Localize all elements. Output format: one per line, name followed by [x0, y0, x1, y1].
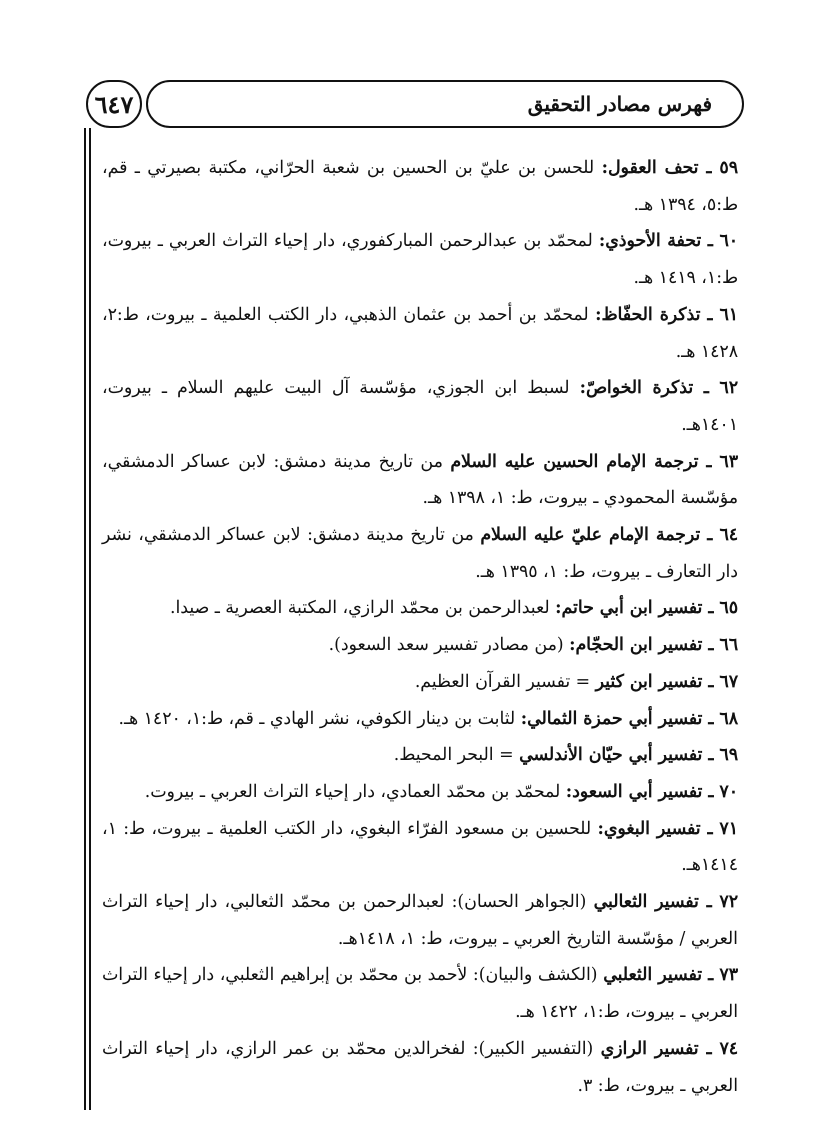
entry-heading: ٧٣ ـ تفسير الثعلبي — [603, 965, 738, 986]
entry-text: لمحمّد بن أحمد بن عثمان الذهبي، دار الكتب العلمية ـ بيروت، ط:٢، ١٤٢٨ هـ. — [102, 304, 738, 362]
entry-text: لعبدالرحمن بن محمّد الرازي، المكتبة العصرية ـ صيدا. — [169, 598, 556, 619]
entry-heading: ٥٩ ـ تحف العقول: — [601, 158, 738, 178]
entry-heading: ٦٢ ـ تذكرة الخواصّ: — [579, 378, 738, 399]
bibliography-entry — [102, 737, 738, 774]
entry-heading: ٦٧ ـ تفسير ابن كثير — [595, 671, 738, 692]
margin-line-outer — [84, 128, 86, 1110]
entry-text: لثابت بن دينار الكوفي، نشر الهادي ـ قم، ط:١، ١٤٢٠ هـ. — [118, 708, 521, 729]
bibliography-entry — [102, 517, 738, 590]
entry-heading: ٧٢ ـ تفسير الثعالبي — [593, 892, 738, 913]
entry-text: (التفسير الكبير): لفخرالدين محمّد بن عمر الرازي، دار إحياء التراث العربي ـ بيروت، ط: ٣. — [102, 1038, 738, 1096]
entry-heading: ٧٤ ـ تفسير الرازي — [600, 1038, 739, 1059]
entry-heading: ٧٠ ـ تفسير أبي السعود: — [565, 781, 738, 802]
entry-heading: ٦٨ ـ تفسير أبي حمزة الثمالي: — [520, 708, 738, 729]
bibliography-entry — [102, 444, 738, 517]
bibliography-entry — [102, 774, 738, 811]
entry-text: = البحر المحيط. — [393, 745, 520, 766]
page-number-box — [86, 80, 142, 128]
entry-text: = تفسير القرآن العظيم. — [414, 671, 596, 692]
entry-heading: ٦٣ ـ ترجمة الإمام الحسين عليه السلام — [450, 451, 738, 472]
bibliography-entry — [102, 590, 738, 627]
entry-text: (من مصادر تفسير سعد السعود). — [328, 635, 570, 656]
entry-heading: ٦٠ ـ تحفة الأحوذي: — [598, 231, 739, 252]
bibliography-entry — [102, 223, 738, 296]
bibliography-entry — [102, 884, 738, 957]
bibliography-entry — [102, 811, 738, 884]
entry-text: للحسن بن عليّ بن الحسين بن شعبة الحرّاني، مكتبة بصيرتي ـ قم، ط:٥، ١٣٩٤ هـ. — [102, 158, 738, 215]
header-title-box — [146, 80, 744, 128]
bibliography-list — [102, 150, 738, 1104]
entry-heading: ٦٩ ـ تفسير أبي حيّان الأندلسي — [519, 745, 738, 766]
entry-text: (الكشف والبيان): لأحمد بن محمّد بن إبراهيم الثعلبي، دار إحياء التراث العربي ـ بيروت، ط:١، ١٤٢٢ هـ. — [102, 965, 738, 1023]
entry-text: من تاريخ مدينة دمشق: لابن عساكر الدمشقي، مؤسّسة المحمودي ـ بيروت، ط: ١، ١٣٩٨ هـ. — [102, 451, 738, 509]
entry-text: للحسين بن مسعود الفرّاء البغوي، دار الكتب العلمية ـ بيروت، ط: ١، ١٤١٤هـ. — [102, 818, 738, 876]
entry-heading: ٦٤ ـ ترجمة الإمام عليّ عليه السلام — [480, 525, 739, 546]
entry-text: (الجواهر الحسان): لعبدالرحمن بن محمّد الثعالبي، دار إحياء التراث العربي / مؤسّسة التاريخ العربي ـ بيروت، ط: ١، ١٤١٨هـ. — [102, 892, 738, 949]
entry-text: لمحمّد بن محمّد العمادي، دار إحياء التراث العربي ـ بيروت. — [144, 781, 566, 802]
entry-heading: ٦١ ـ تذكرة الحفّاظ: — [595, 304, 739, 325]
bibliography-entry — [102, 627, 738, 664]
margin-line-inner — [89, 128, 91, 1110]
entry-text: من تاريخ مدينة دمشق: لابن عساكر الدمشقي، نشر دار التعارف ـ بيروت، ط: ١، ١٣٩٥ هـ. — [102, 525, 738, 582]
entry-text: لمحمّد بن عبدالرحمن المباركفوري، دار إحياء التراث العربي ـ بيروت، ط:١، ١٤١٩ هـ. — [102, 231, 738, 289]
bibliography-entry — [102, 701, 738, 738]
bibliography-entry — [102, 150, 738, 223]
page-number: ٦٤٧ — [94, 89, 134, 119]
bibliography-entry — [102, 957, 738, 1030]
bibliography-entry — [102, 664, 738, 701]
entry-heading: ٦٥ ـ تفسير ابن أبي حاتم: — [555, 598, 738, 619]
bibliography-entry — [102, 1031, 738, 1104]
bibliography-entry — [102, 370, 738, 443]
entry-heading: ٦٦ ـ تفسير ابن الحجّام: — [569, 635, 738, 656]
entry-heading: ٧١ ـ تفسير البغوي: — [597, 818, 738, 839]
entry-text: لسبط ابن الجوزي، مؤسّسة آل البيت عليهم السلام ـ بيروت، ١٤٠١هـ. — [102, 378, 738, 435]
page-title: فهرس مصادر التحقيق — [527, 92, 712, 116]
bibliography-entry — [102, 297, 738, 370]
